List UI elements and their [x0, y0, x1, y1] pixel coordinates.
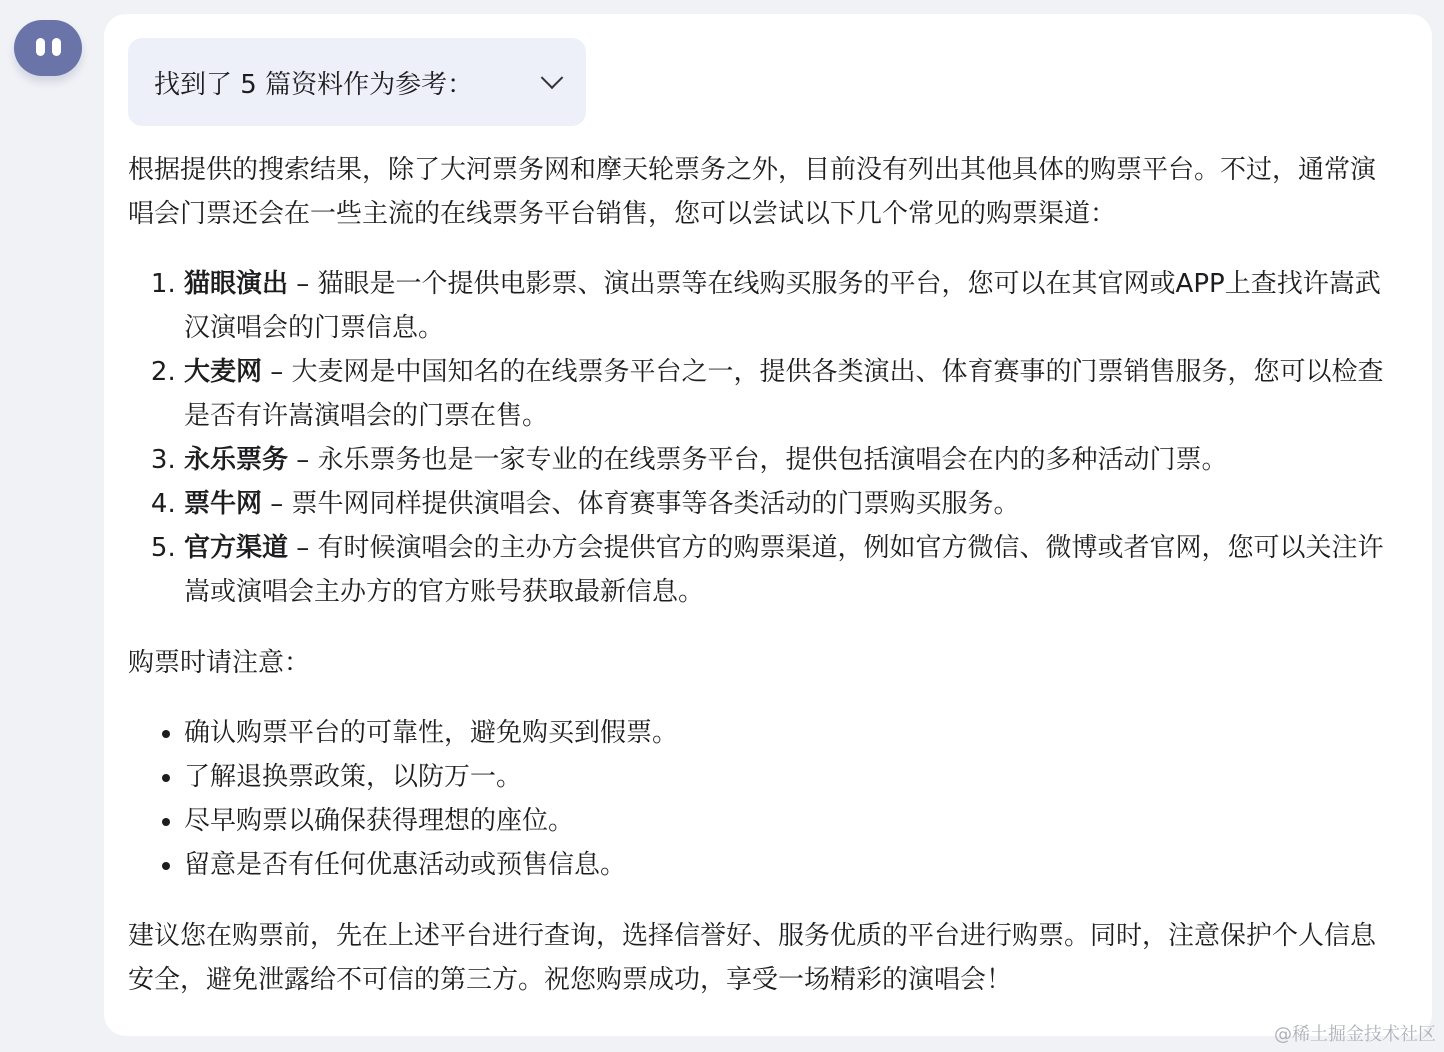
platform-name: 票牛网 — [184, 489, 263, 519]
platform-name: 官方渠道 — [184, 533, 289, 563]
platform-desc: – 大麦网是中国知名的在线票务平台之一，提供各类演出、体育赛事的门票销售服务，您可以检查是否有许嵩演唱会的门票在售。 — [184, 357, 1384, 431]
platform-desc: – 有时候演唱会的主办方会提供官方的购票渠道，例如官方微信、微博或者官网，您可以关注许嵩或演唱会主办方的官方账号获取最新信息。 — [184, 533, 1384, 607]
platform-name: 猫眼演出 — [184, 269, 289, 299]
answer-content — [128, 148, 1398, 1002]
list-item — [184, 526, 1398, 614]
platform-name: 大麦网 — [184, 357, 263, 387]
list-item: • 确认购票平台的可靠性，避免购买到假票。 — [184, 711, 1398, 755]
platform-name: 永乐票务 — [184, 445, 289, 475]
avatar-left-eye — [36, 38, 45, 56]
platform-list — [128, 262, 1398, 614]
avatar-right-eye — [52, 38, 61, 56]
list-item: • 了解退换票政策，以防万一。 — [184, 755, 1398, 799]
list-item: • 留意是否有任何优惠活动或预售信息。 — [184, 843, 1398, 887]
chevron-down-icon[interactable] — [541, 66, 564, 89]
list-item — [184, 438, 1398, 482]
references-label: 找到了 5 篇资料作为参考： — [154, 69, 474, 100]
platform-desc: – 永乐票务也是一家专业的在线票务平台，提供包括演唱会在内的多种活动门票。 — [288, 445, 1228, 475]
notes-heading: 购票时请注意： — [128, 648, 311, 678]
platform-desc: – 猫眼是一个提供电影票、演出票等在线购买服务的平台，您可以在其官网或APP上查找许嵩武汉演唱会的门票信息。 — [184, 269, 1381, 343]
answer-intro: 根据提供的搜索结果，除了大河票务网和摩天轮票务之外，目前没有列出其他具体的购票平台。不过，通常演唱会门票还会在一些主流的在线票务平台销售，您可以尝试以下几个常见的购票渠道： — [128, 155, 1377, 229]
list-item — [184, 482, 1398, 526]
assistant-avatar — [14, 20, 82, 76]
tips-list — [128, 711, 1398, 887]
watermark: @稀土掘金技术社区 — [1274, 1024, 1436, 1045]
list-item: • 尽早购票以确保获得理想的座位。 — [184, 799, 1398, 843]
references-toggle[interactable] — [128, 38, 586, 126]
list-item — [184, 262, 1398, 350]
platform-desc: – 票牛网同样提供演唱会、体育赛事等各类活动的门票购买服务。 — [262, 489, 1020, 519]
assistant-message-card — [104, 14, 1432, 1036]
list-item — [184, 350, 1398, 438]
answer-closing: 建议您在购票前，先在上述平台进行查询，选择信誉好、服务优质的平台进行购票。同时，注意保护个人信息安全，避免泄露给不可信的第三方。祝您购票成功，享受一场精彩的演唱会！ — [128, 921, 1377, 995]
